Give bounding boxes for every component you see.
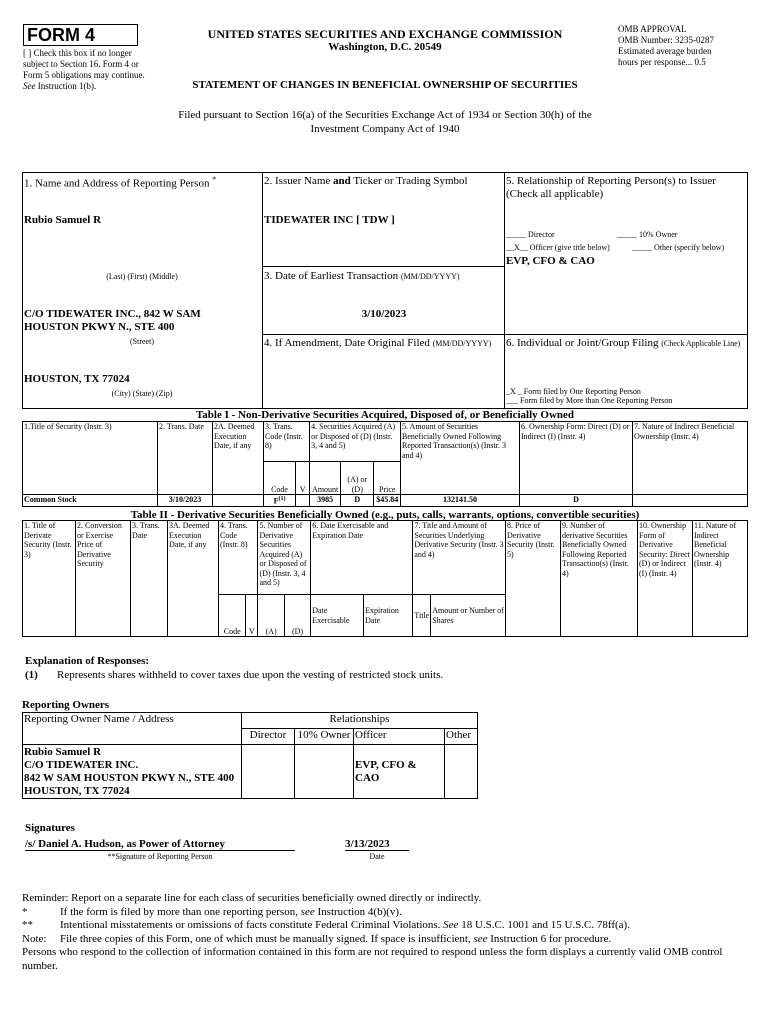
t1-date: 3/10/2023: [158, 495, 213, 507]
note2-see: See: [443, 919, 459, 931]
t1-h2: 2. Trans. Date: [158, 422, 213, 495]
t1-form: D: [520, 495, 633, 507]
footer-persons: Persons who respond to the collection of information contained in this form are not required to respond unless the form displays a currently valid OMB control number.: [22, 946, 723, 972]
note1-see: see: [300, 905, 315, 918]
box2-label-and: and: [333, 175, 351, 187]
note3-mark: Note:: [22, 932, 47, 945]
box1-label: [24, 175, 260, 190]
agency-line1: UNITED STATES SECURITIES AND EXCHANGE COMMISSION: [207, 27, 563, 41]
t1-code-footnote: (1): [278, 496, 286, 502]
t2-sub-title: Title: [413, 595, 431, 637]
t2-h8: 8. Price of Derivative Security (Instr. 5): [506, 521, 561, 637]
reporting-info-grid: [22, 172, 748, 409]
note3-a: File three copies of this Form, one of which must be manually signed. If space is insufficient,: [60, 932, 471, 945]
t1-sub-v: V: [296, 462, 310, 495]
name-caption: (Last) (First) (Middle): [106, 272, 178, 281]
note2-mark: **: [22, 919, 33, 931]
checkbox-note: [23, 48, 151, 92]
t2-h3: 3. Trans. Date: [131, 521, 168, 637]
t1-sub-amount: Amount: [310, 462, 341, 495]
signatures-title: Signatures: [25, 822, 75, 834]
t2-h3a: 3A. Deemed Execution Date, if any: [168, 521, 219, 637]
t1-h2a: 2A. Deemed Execution Date, if any: [213, 422, 264, 495]
ro-col-ten: 10% Owner: [295, 729, 354, 745]
footer-reminder: Reminder: Report on a separate line for each class of securities beneficially owned directly or indirectly.: [22, 892, 482, 904]
table-row: [23, 495, 748, 507]
ro-officer: [354, 745, 445, 799]
issuer-name: TIDEWATER INC [ TDW ]: [264, 214, 395, 226]
ro-col-officer: Officer: [354, 729, 445, 745]
omb-line: Estimated average burden: [618, 46, 712, 56]
t1-sub-aord: (A) or (D): [341, 462, 374, 495]
ro-owner-line: C/O TIDEWATER INC.: [24, 758, 139, 771]
t2-h11: 11. Nature of Indirect Beneficial Ownership (Instr. 4): [693, 521, 748, 637]
explanation-num: (1): [25, 669, 38, 681]
ro-owner-line: HOUSTON, TX 77024: [24, 784, 130, 797]
signer-caption: **Signature of Reporting Person: [107, 852, 213, 861]
box2-label: [264, 175, 504, 187]
t2-h1: 1. Title of Derivate Security (Instr. 3): [23, 521, 76, 637]
t1-h7: 7. Nature of Indirect Beneficial Ownership (Instr. 4): [633, 422, 748, 495]
filing-option-more: ___ Form filed by More than One Reporting Person: [506, 396, 673, 405]
note1-b: Instruction 4(b)(v).: [317, 905, 402, 918]
t2-h5: 5. Number of Derivative Securities Acquired (A) or Disposed of (D) (Instr. 3, 4 and 5): [258, 521, 311, 595]
t1-sub-price: Price: [374, 462, 401, 495]
table1: [22, 421, 748, 507]
box4-label-small: (MM/DD/YYYY): [432, 339, 492, 348]
t2-h6: 6. Date Exercisable and Expiration Date: [311, 521, 413, 595]
note3-see: see: [473, 932, 488, 945]
officer-title: EVP, CFO & CAO: [506, 255, 595, 267]
footer-note3: [22, 933, 752, 947]
street-address: [24, 308, 201, 334]
t1-h1: 1.Title of Security (Instr. 3): [23, 422, 158, 495]
box4-label-text: 4. If Amendment, Date Original Filed: [264, 337, 430, 349]
t1-deemed: [213, 495, 264, 507]
footer-note1: [22, 906, 752, 920]
table-row: [23, 745, 478, 799]
filed-pursuant-line: Investment Company Act of 1940: [310, 123, 460, 135]
omb-line: OMB Number: 3235-0287: [618, 35, 714, 45]
omb-line: OMB APPROVAL: [618, 24, 687, 34]
earliest-transaction-date: 3/10/2023: [361, 308, 407, 320]
box5-label-2: (Check all applicable): [506, 188, 604, 200]
city-caption: (City) (State) (Zip): [111, 389, 173, 398]
ro-col-other: Other: [445, 729, 478, 745]
ro-other: [445, 745, 478, 799]
box1-star: *: [212, 175, 217, 184]
form-label: FORM 4: [23, 24, 138, 46]
street-caption: (Street): [130, 337, 154, 346]
t1-code-value: F: [273, 496, 279, 506]
box6-label-small: (Check Applicable Line): [661, 339, 741, 348]
table1-title: Table I - Non-Derivative Securities Acquired, Disposed of, or Beneficially Owned: [195, 409, 575, 421]
ro-owner-line: 842 W SAM HOUSTON PKWY N., STE 400: [24, 771, 235, 784]
ro-director: [242, 745, 295, 799]
omb-line: hours per response... 0.5: [618, 57, 706, 67]
t1-price: $45.84: [374, 495, 401, 507]
box2-label-b: Ticker or Trading Symbol: [353, 175, 468, 187]
ro-officer-line: EVP, CFO &: [355, 758, 417, 771]
box3-label: [264, 270, 504, 282]
explanation-title: Explanation of Responses:: [25, 655, 150, 667]
reporting-owners-title: Reporting Owners: [22, 699, 110, 711]
ro-col-name: Reporting Owner Name / Address: [23, 713, 242, 745]
t2-h9: 9. Number of derivative Securities Beneficially Owned Following Reported Transaction(s) (Instr. 4): [561, 521, 638, 637]
box3-label-small: (MM/DD/YYYY): [400, 272, 460, 281]
t2-h10: 10. Ownership Form of Derivative Security: Direct (D) or Indirect (I) (Instr. 4): [638, 521, 693, 637]
street-line1: C/O TIDEWATER INC., 842 W SAM: [24, 308, 201, 320]
note1-a: If the form is filed by more than one reporting person,: [60, 905, 298, 918]
box6-label-text: 6. Individual or Joint/Group Filing: [506, 337, 659, 349]
other-check: _____ Other (specify below): [632, 243, 725, 252]
explanation-text: Represents shares withheld to cover taxes due upon the vesting of restricted stock units.: [57, 669, 444, 681]
t2-sub-v: V: [246, 595, 258, 637]
ro-owner-line: Rubio Samuel R: [24, 745, 102, 758]
filing-option-one: _X _ Form filed by One Reporting Person: [506, 387, 641, 396]
statement-title: STATEMENT OF CHANGES IN BENEFICIAL OWNERSHIP OF SECURITIES: [192, 79, 578, 91]
t1-h6: 6. Ownership Form: Direct (D) or Indirect (I) (Instr. 4): [520, 422, 633, 495]
box4-label: [264, 337, 506, 349]
ro-ten: [295, 745, 354, 799]
date-caption: Date: [369, 852, 385, 861]
street-line2: HOUSTON PKWY N., STE 400: [24, 321, 175, 333]
t1-amount: 3985: [310, 495, 341, 507]
table2: [22, 520, 748, 637]
agency-line2: Washington, D.C. 20549: [328, 41, 442, 53]
t1-nature: [633, 495, 748, 507]
note2-b: 18 U.S.C. 1001 and 15 U.S.C. 78ff(a).: [461, 919, 630, 931]
t1-security: Common Stock: [23, 495, 158, 507]
signer: /s/ Daniel A. Hudson, as Power of Attorney: [25, 838, 295, 851]
director-check: _____ Director: [506, 230, 555, 239]
box6-label: [506, 337, 746, 350]
reporting-owners-table: [22, 712, 478, 799]
note1-mark: *: [22, 905, 28, 918]
city-state-zip: HOUSTON, TX 77024: [24, 373, 130, 385]
footer-notes: [22, 892, 752, 973]
box2-label-a: 2. Issuer Name: [264, 175, 331, 187]
t1-h3: 3. Trans. Code (Instr. 8): [264, 422, 310, 462]
t1-owned: 132141.50: [401, 495, 520, 507]
ro-officer-line: CAO: [355, 771, 380, 784]
reporting-person-name: Rubio Samuel R: [24, 214, 102, 226]
box5-label: [506, 175, 746, 201]
t2-sub-exp: Expiration Date: [364, 595, 413, 637]
filed-pursuant: [100, 108, 670, 136]
checkbox-see: See: [23, 81, 36, 91]
filed-pursuant-line: Filed pursuant to Section 16(a) of the Securities Exchange Act of 1934 or Section 30(h) of the: [178, 109, 592, 121]
t1-code: [264, 495, 296, 507]
signature-date: 3/13/2023: [345, 838, 409, 851]
box3-label-text: 3. Date of Earliest Transaction: [264, 270, 399, 282]
t1-h4: 4. Securities Acquired (A) or Disposed of (D) (Instr. 3, 4 and 5): [310, 422, 401, 462]
t2-h2: 2. Conversion or Exercise Price of Derivative Security: [76, 521, 131, 637]
note2-a: Intentional misstatements or omissions of facts constitute Federal Criminal Violations.: [60, 919, 441, 931]
box1-label-text: 1. Name and Address of Reporting Person: [24, 177, 210, 190]
t1-aord: D: [341, 495, 374, 507]
ro-owner: [23, 745, 242, 799]
t1-sub-code: Code: [264, 462, 296, 495]
omb-approval: [618, 24, 758, 68]
box5-label-1: 5. Relationship of Reporting Person(s) to Issuer: [506, 175, 716, 187]
note3-b: Instruction 6 for procedure.: [490, 932, 612, 945]
t1-h5: 5. Amount of Securities Beneficially Owned Following Reported Transaction(s) (Instr. 3 and 4): [401, 422, 520, 495]
t2-sub-code: Code: [219, 595, 246, 637]
checkbox-note-text: [ ] Check this box if no longer subject to Section 16. Form 4 or Form 5 obligations may continue.: [23, 48, 145, 80]
t2-sub-a: (A): [258, 595, 284, 637]
footer-note2: [22, 919, 752, 933]
t1-v: [296, 495, 310, 507]
t2-h7: 7. Title and Amount of Securities Underlying Derivative Security (Instr. 3 and 4): [413, 521, 506, 595]
table2-title: Table II - Derivative Securities Beneficially Owned (e.g., puts, calls, warrants, options, convertible securities): [130, 509, 640, 521]
ten-pct-owner-check: _____ 10% Owner: [617, 230, 678, 239]
t2-sub-d: (D): [284, 595, 310, 637]
officer-check: __X__ Officer (give title below): [506, 243, 610, 252]
t2-sub-amount: Amount or Number of Shares: [431, 595, 506, 637]
ro-col-director: Director: [242, 729, 295, 745]
t2-sub-date-ex: Date Exercisable: [311, 595, 364, 637]
t2-h4: 4. Trans. Code (Instr. 8): [219, 521, 258, 595]
checkbox-instr: Instruction 1(b).: [37, 81, 97, 91]
ro-col-rel: Relationships: [242, 713, 478, 729]
